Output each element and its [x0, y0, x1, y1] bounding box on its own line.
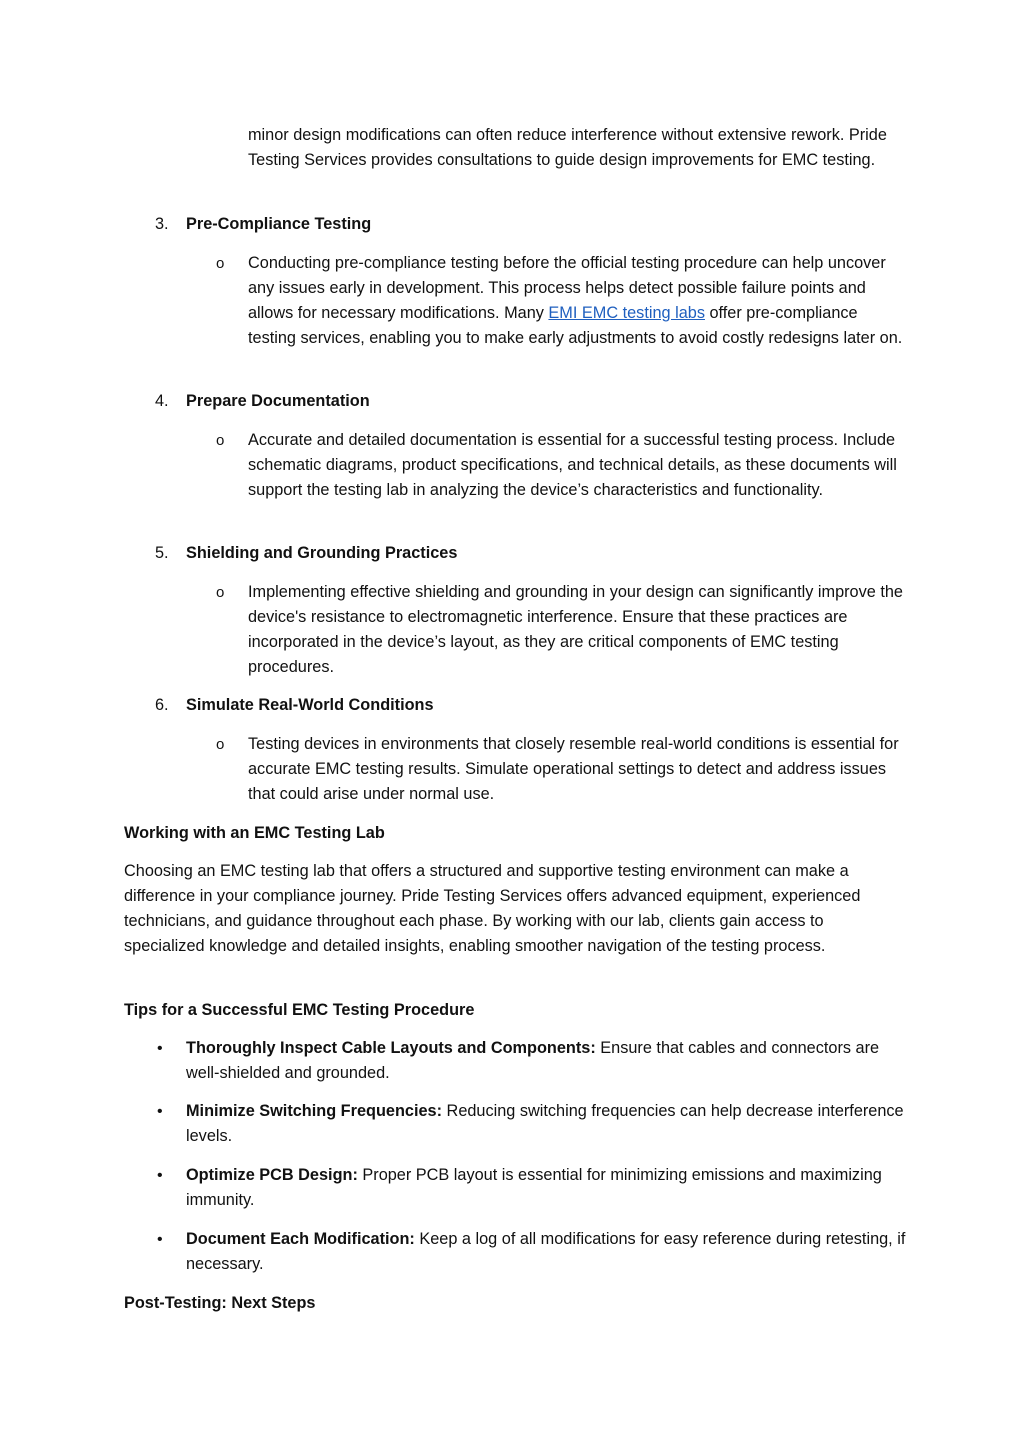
tip-2 [186, 1099, 906, 1149]
tips-heading: Tips for a Successful EMC Testing Procedure [124, 1001, 475, 1019]
tip-4 [186, 1227, 906, 1277]
step-3-text [248, 251, 908, 351]
step-4-marker: o [216, 432, 225, 449]
working-heading: Working with an EMC Testing Lab [124, 824, 385, 842]
step-3-text-after: offer pre-compliance testing services, enabling you to make early adjustments to avoid costly redesigns later on. [248, 304, 903, 347]
step-3-title: Pre-Compliance Testing [186, 215, 372, 233]
step-4-title: Prepare Documentation [186, 392, 370, 410]
tip-1 [186, 1036, 906, 1086]
emi-emc-testing-labs-link[interactable]: EMI EMC testing labs [548, 304, 705, 322]
step-5-text: Implementing effective shielding and grounding in your design can significantly improve the device's resistance to electromagnetic interference. Ensure that these practices are incorporated in the device’s layout, as they are critical components of EMC testing procedures. [248, 583, 903, 676]
step-3-marker: o [216, 255, 225, 272]
tip-2-bullet: • [157, 1103, 163, 1120]
step-6-text: Testing devices in environments that closely resemble real-world conditions is essential for accurate EMC testing results. Simulate operational settings to detect and address issues that could arise under normal use. [248, 735, 899, 803]
step-3-number: 3. [155, 215, 169, 233]
tip-1-bullet: • [157, 1040, 163, 1057]
post-testing-heading: Post-Testing: Next Steps [124, 1294, 316, 1312]
tip-4-label: Document Each Modification: [186, 1230, 415, 1248]
step-5-number: 5. [155, 544, 169, 562]
step-4-number: 4. [155, 392, 169, 410]
step-5-title: Shielding and Grounding Practices [186, 544, 458, 562]
step-4-text: Accurate and detailed documentation is essential for a successful testing process. Include schematic diagrams, product specifications, and technical details, as these documents will support the testing lab in analyzing the device’s characteristics and functionality. [248, 431, 897, 499]
tip-4-bullet: • [157, 1231, 163, 1248]
tip-3 [186, 1163, 906, 1213]
step-3-text-before: Conducting pre-compliance testing before the official testing procedure can help uncover any issues early in development. This process helps detect possible failure points and allows for necessary modifications. Many [248, 254, 886, 322]
tip-3-bullet: • [157, 1167, 163, 1184]
tip-4-text: Keep a log of all modifications for easy reference during retesting, if necessary. [186, 1230, 906, 1273]
step-6-title: Simulate Real-World Conditions [186, 696, 434, 714]
working-paragraph: Choosing an EMC testing lab that offers a structured and supportive testing environment can make a difference in your compliance journey. Pride Testing Services offers advanced equipment, experienced technicians, and guidance throughout each phase. By working with our lab, clients gain access to specialized knowledge and detailed insights, enabling smoother navigation of the testing process. [124, 862, 861, 955]
step-5-marker: o [216, 584, 225, 601]
continued-paragraph: minor design modifications can often reduce interference without extensive rework. Pride Testing Services provides consultations to guide design improvements for EMC testing. [248, 126, 887, 169]
tip-3-label: Optimize PCB Design: [186, 1166, 358, 1184]
step-6-marker: o [216, 736, 225, 753]
tip-2-label: Minimize Switching Frequencies: [186, 1102, 443, 1120]
tip-2-text: Reducing switching frequencies can help decrease interference levels. [186, 1102, 904, 1145]
step-6-number: 6. [155, 696, 169, 714]
tip-1-text: Ensure that cables and connectors are well-shielded and grounded. [186, 1039, 880, 1082]
tip-3-text: Proper PCB layout is essential for minimizing emissions and maximizing immunity. [186, 1166, 882, 1209]
tip-1-label: Thoroughly Inspect Cable Layouts and Components: [186, 1039, 596, 1057]
